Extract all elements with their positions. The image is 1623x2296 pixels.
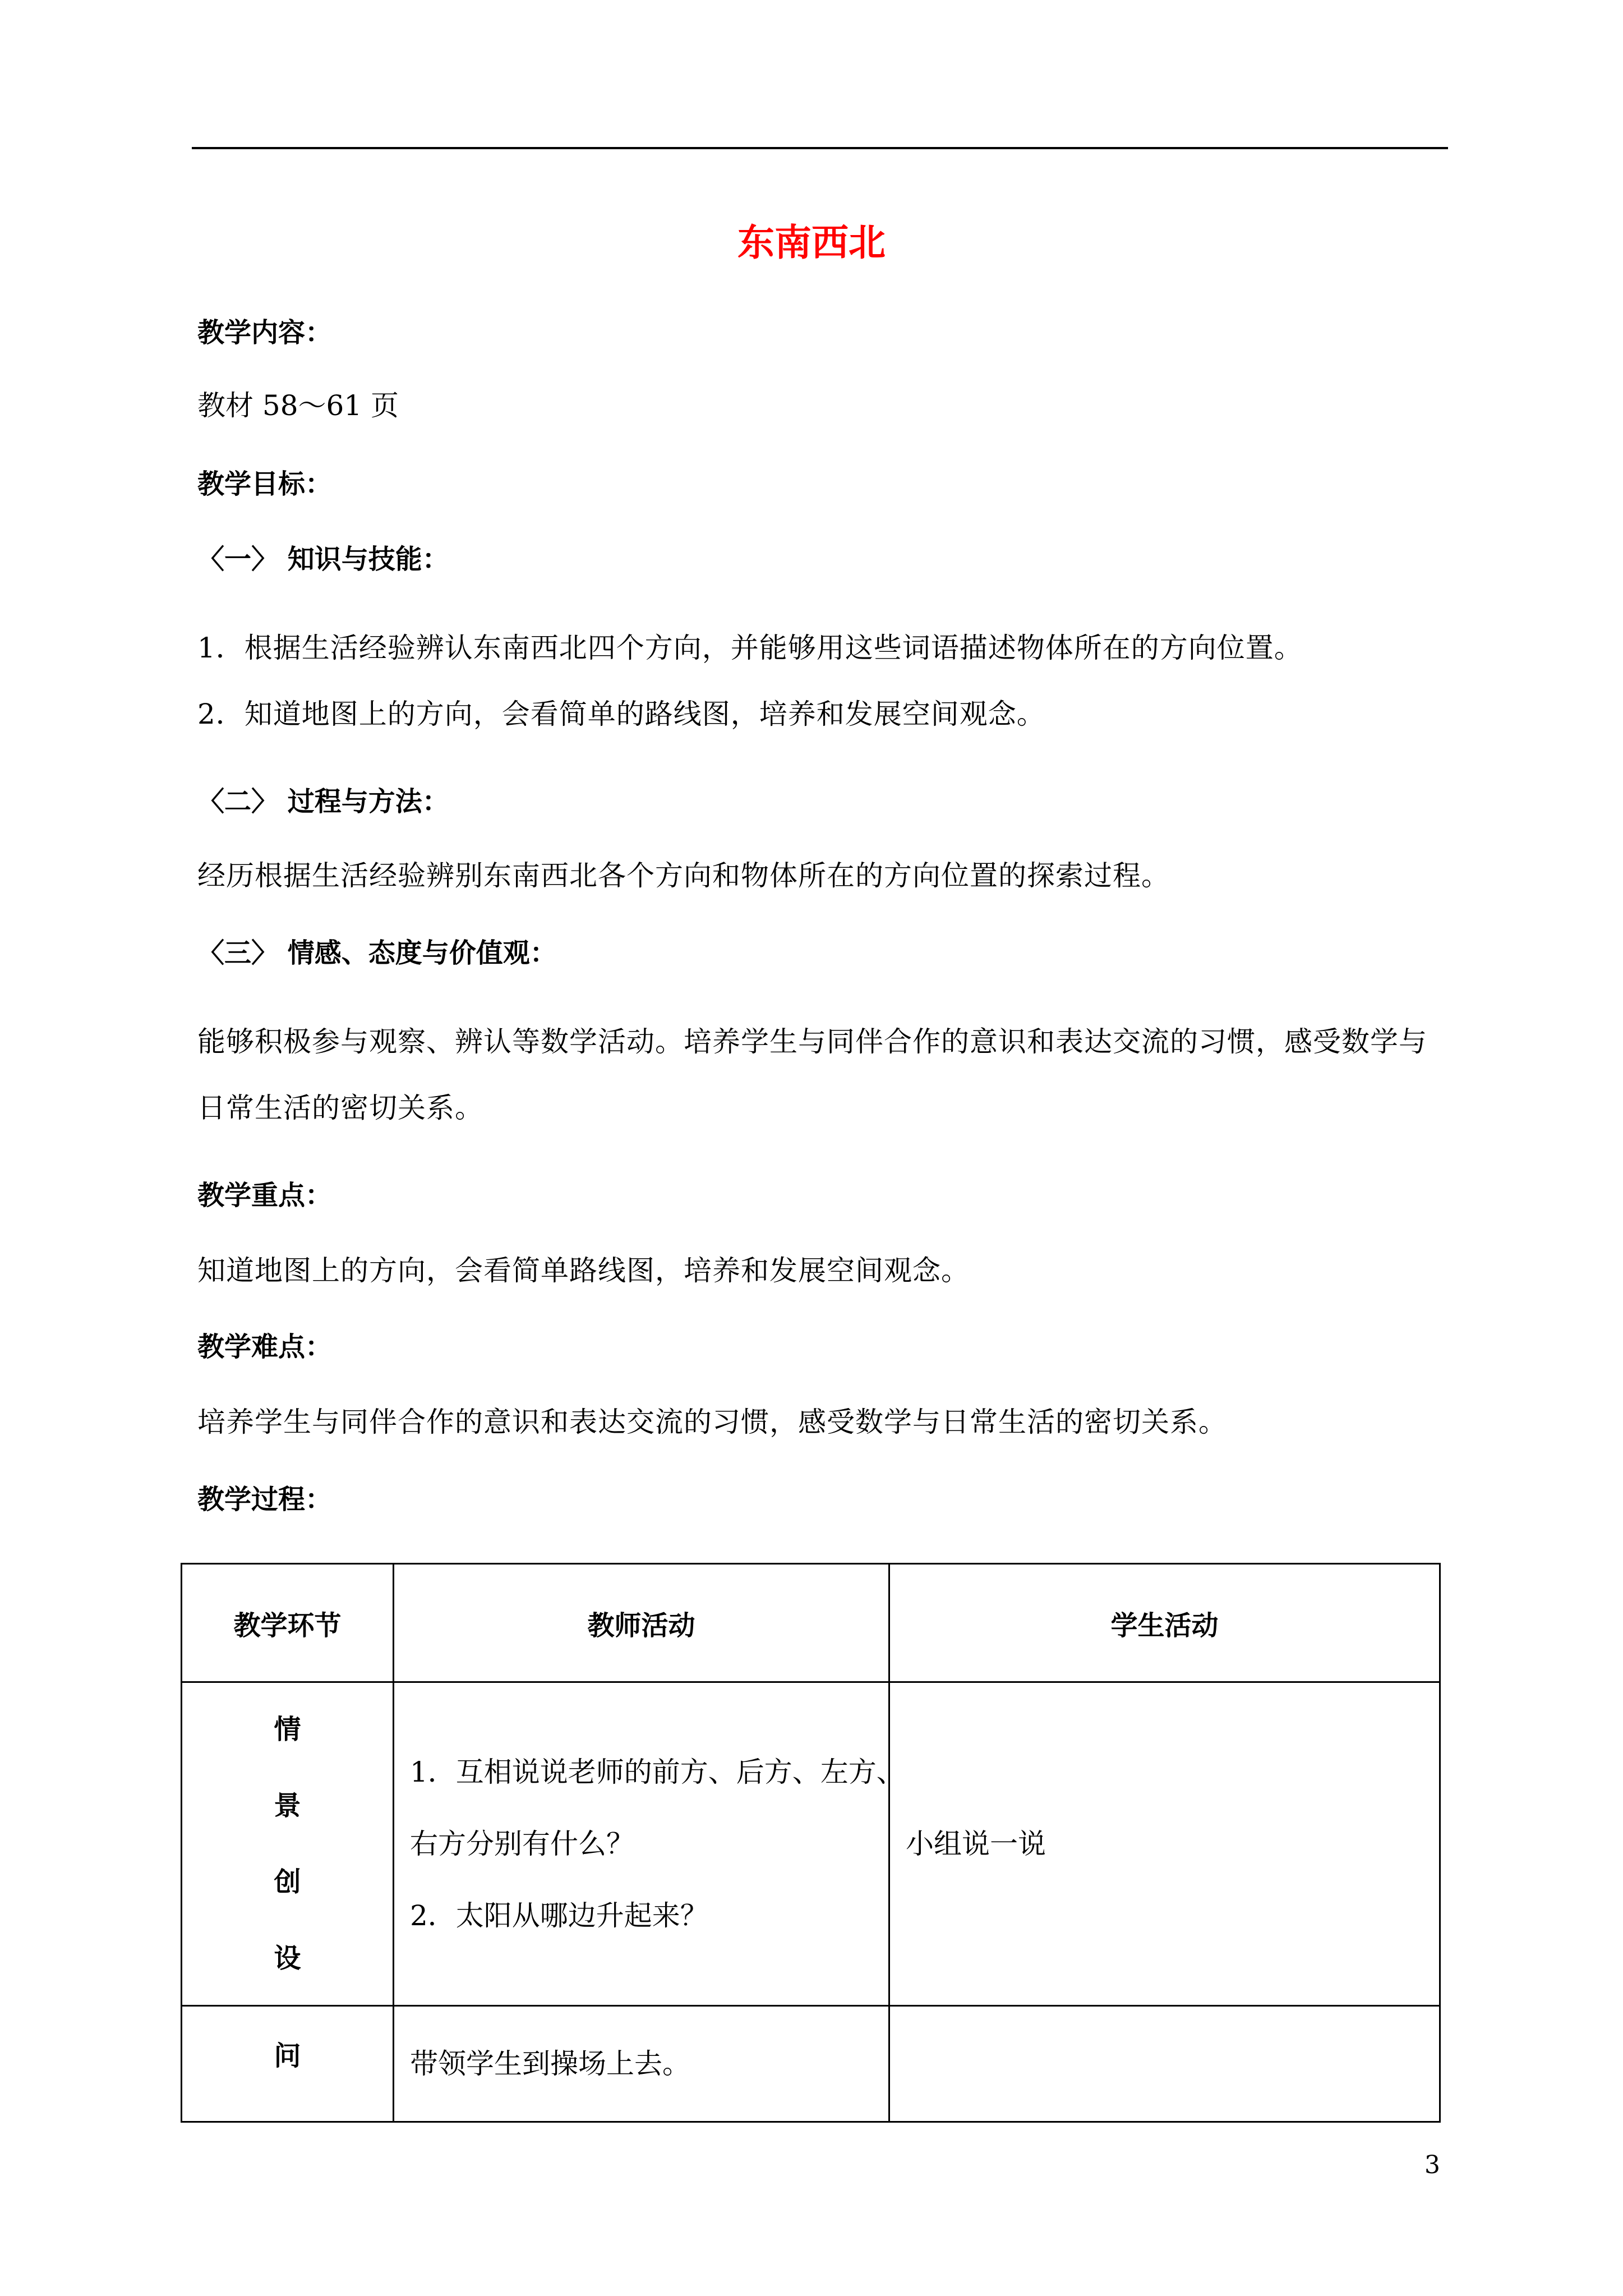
stage-cell xyxy=(182,1682,394,2006)
teacher-activity-line: 带领学生到操场上去。 xyxy=(410,2047,690,2080)
stage-char: 景 xyxy=(274,1790,301,1821)
page-title: 东南西北 xyxy=(737,221,886,264)
student-activity-cell xyxy=(889,2006,1440,2122)
table-header-teacher: 教师活动 xyxy=(394,1564,889,1682)
attitude-text-line-1: 能够积极参与观察、辨认等数学活动。培养学生与同伴合作的意识和表达交流的习惯，感受数学与 xyxy=(197,1025,1427,1058)
teaching-process-table xyxy=(181,1563,1441,2123)
stage-char: 情 xyxy=(274,1714,301,1745)
table-row xyxy=(182,1682,1440,2006)
process-heading: 教学过程： xyxy=(197,1484,333,1515)
process-method-heading: 〈二〉 过程与方法： xyxy=(197,786,449,817)
stage-char: 问 xyxy=(274,2040,301,2072)
teacher-activity-line: 1．互相说说老师的前方、后方、左方、 xyxy=(410,1756,905,1788)
difficulty-heading: 教学难点： xyxy=(197,1331,333,1363)
teacher-activity-line: 右方分别有什么？ xyxy=(410,1828,634,1860)
stage-char: 设 xyxy=(274,1943,301,1974)
key-point-heading: 教学重点： xyxy=(197,1180,333,1211)
teacher-activity-cell xyxy=(394,1682,905,2006)
key-point-text: 知道地图上的方向，会看简单路线图，培养和发展空间观念。 xyxy=(197,1254,970,1287)
knowledge-item-1: 1．根据生活经验辨认东南西北四个方向，并能够用这些词语描述物体所在的方向位置。 xyxy=(197,632,1303,664)
knowledge-heading: 〈一〉 知识与技能： xyxy=(197,544,449,575)
stage-cell xyxy=(182,2006,394,2122)
attitude-heading: 〈三〉 情感、态度与价值观： xyxy=(197,937,557,969)
teacher-activity-line: 2．太阳从哪边升起来？ xyxy=(410,1899,708,1932)
stage-char: 创 xyxy=(274,1866,301,1898)
process-method-text: 经历根据生活经验辨别东南西北各个方向和物体所在的方向位置的探索过程。 xyxy=(197,859,1170,892)
student-activity-cell xyxy=(889,1682,1440,2006)
student-activity-text: 小组说一说 xyxy=(906,1828,1046,1860)
page-number: 3 xyxy=(1424,2151,1440,2179)
content-text: 教材 58～61 页 xyxy=(197,389,399,422)
teacher-activity-cell xyxy=(394,2006,889,2122)
knowledge-item-2: 2．知道地图上的方向，会看简单的路线图，培养和发展空间观念。 xyxy=(197,698,1045,730)
table-row xyxy=(182,2006,1440,2122)
difficulty-text: 培养学生与同伴合作的意识和表达交流的习惯，感受数学与日常生活的密切关系。 xyxy=(197,1406,1227,1438)
table-header-student: 学生活动 xyxy=(889,1564,1440,1682)
table-header-row xyxy=(182,1564,1440,1682)
attitude-text-line-2: 日常生活的密切关系。 xyxy=(197,1092,483,1124)
table-header-stage: 教学环节 xyxy=(182,1564,394,1682)
header-rule xyxy=(192,147,1448,149)
goals-heading: 教学目标： xyxy=(197,468,333,500)
content-heading: 教学内容： xyxy=(197,317,333,348)
